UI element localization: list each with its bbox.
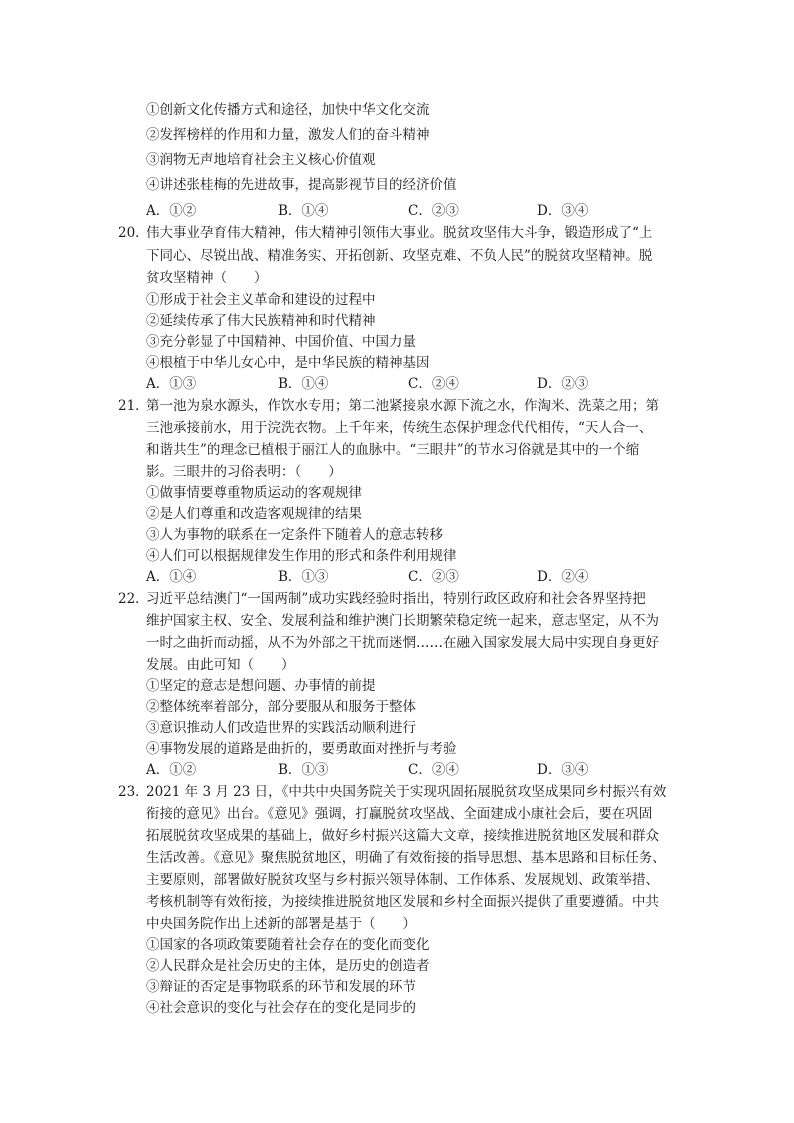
question-text: 生活改善。《意见》聚焦脱贫地区，明确了有效衔接的指导思想、基本思路和目标任务、 (146, 850, 666, 866)
question-text: 维护国家主权、安全、发展利益和维护澳门长期繁荣稳定统一起来，意志坚定，从不为 (146, 613, 659, 629)
option-line: ②发挥榜样的作用和力量，激发人们的奋斗精神 (146, 127, 430, 143)
question-text: 衔接的意见》出台。《意见》强调，打赢脱贫攻坚战、全面建成小康社会后，要在巩固 (146, 806, 653, 822)
question-text: 拓展脱贫攻坚成果的基础上，做好乡村振兴这篇大文章，接续推进脱贫地区发展和群众 (146, 828, 659, 844)
question-text: 考核机制等有效衔接，为接续推进脱贫地区发展和乡村全面振兴提供了重要遵循。中共 (146, 894, 659, 910)
option-line: ①做事情要尊重物质运动的客观规律 (146, 485, 362, 501)
question-text: 2021 年 3 月 23 日，《中共中央国务院关于实现巩固拓展脱贫攻坚成果同乡村振兴有效 (146, 784, 667, 800)
choice-d: D．②④ (537, 569, 589, 585)
question-number: 21． (118, 398, 149, 414)
question-text: 和谐共生”的理念已植根于丽江人的血脉中。“三眼井”的节水习俗就是其中的一个缩 (146, 442, 640, 458)
option-line: ②是人们尊重和改造客观规律的结果 (146, 506, 362, 522)
option-line: ④社会意识的变化与社会存在的变化是同步的 (146, 1000, 416, 1016)
question-text: 伟大事业孕育伟大精神，伟大精神引领伟大事业。脱贫攻坚伟大斗争，锻造形成了“上 (146, 225, 653, 241)
choice-b: B．①④ (278, 203, 329, 219)
question-number: 23． (118, 784, 149, 800)
option-line: ③润物无声地培育社会主义核心价值观 (146, 152, 376, 168)
option-line: ②人民群众是社会历史的主体，是历史的创造者 (146, 958, 430, 974)
option-line: ②整体统率着部分，部分要服从和服务于整体 (146, 699, 416, 715)
choice-a: A．①② (146, 203, 197, 219)
choice-b: B．①③ (278, 762, 329, 778)
question-text: 习近平总结澳门“一国两制”成功实践经验时指出，特别行政区政府和社会各界坚持把 (146, 591, 646, 607)
option-line: ③意识推动人们改造世界的实践活动顺利进行 (146, 720, 416, 736)
option-line: ③辩证的否定是事物联系的环节和发展的环节 (146, 979, 416, 995)
choice-c: C．②④ (408, 762, 459, 778)
choice-b: B．①③ (278, 569, 329, 585)
option-line: ①创新文化传播方式和途径，加快中华文化交流 (146, 102, 430, 118)
question-text: 影。三眼井的习俗表明：（ ） (146, 464, 342, 480)
question-text: 第一池为泉水源头，作饮水专用；第二池紧接泉水源下流之水，作淘米、洗菜之用；第 (146, 398, 659, 414)
option-line: ③充分彰显了中国精神、中国价值、中国力量 (146, 334, 416, 350)
question-text: 主要原则，部署做好脱贫攻坚与乡村振兴领导体制、工作体系、发展规划、政策举措、 (146, 872, 659, 888)
choice-d: D．③④ (537, 762, 589, 778)
choice-c: C．②③ (408, 569, 459, 585)
option-line: ④根植于中华儿女心中，是中华民族的精神基因 (146, 355, 430, 371)
option-line: ④事物发展的道路是曲折的，要勇敢面对挫折与考验 (146, 741, 457, 757)
option-line: ④讲述张桂梅的先进故事，提高影视节目的经济价值 (146, 177, 457, 193)
question-text: 贫攻坚精神（ ） (146, 270, 268, 286)
question-number: 22． (118, 591, 149, 607)
option-line: ①国家的各项政策要随着社会存在的变化而变化 (146, 937, 430, 953)
question-text: 一时之曲折而动摇，从不为外部之干扰而迷惘……在融入国家发展大局中实现自身更好 (146, 635, 659, 651)
choice-a: A．①③ (146, 376, 197, 392)
option-line: ④人们可以根据规律发生作用的形式和条件利用规律 (146, 548, 457, 564)
choice-a: A．①④ (146, 569, 197, 585)
option-line: ①坚定的意志是想问题、办事情的前提 (146, 678, 376, 694)
question-text: 下同心、尽锐出战、精准务实、开拓创新、攻坚克难、不负人民”的脱贫攻坚精神。脱 (146, 248, 653, 264)
choice-a: A．①② (146, 762, 197, 778)
choice-b: B．①④ (278, 376, 329, 392)
question-text: 三池承接前水，用于浣洗衣物。上千年来，传统生态保护理念代代相传，“天人合一、 (146, 420, 653, 436)
question-number: 20． (118, 225, 149, 241)
option-line: ②延续传承了伟大民族精神和时代精神 (146, 313, 376, 329)
choice-c: C．②③ (408, 203, 459, 219)
choice-d: D．②③ (537, 376, 589, 392)
option-line: ①形成于社会主义革命和建设的过程中 (146, 292, 376, 308)
option-line: ③人为事物的联系在一定条件下随着人的意志转移 (146, 527, 443, 543)
question-text: 中央国务院作出上述新的部署是基于（ ） (146, 916, 416, 932)
choice-d: D．③④ (537, 203, 589, 219)
question-text: 发展。由此可知（ ） (146, 657, 295, 673)
choice-c: C．②④ (408, 376, 459, 392)
